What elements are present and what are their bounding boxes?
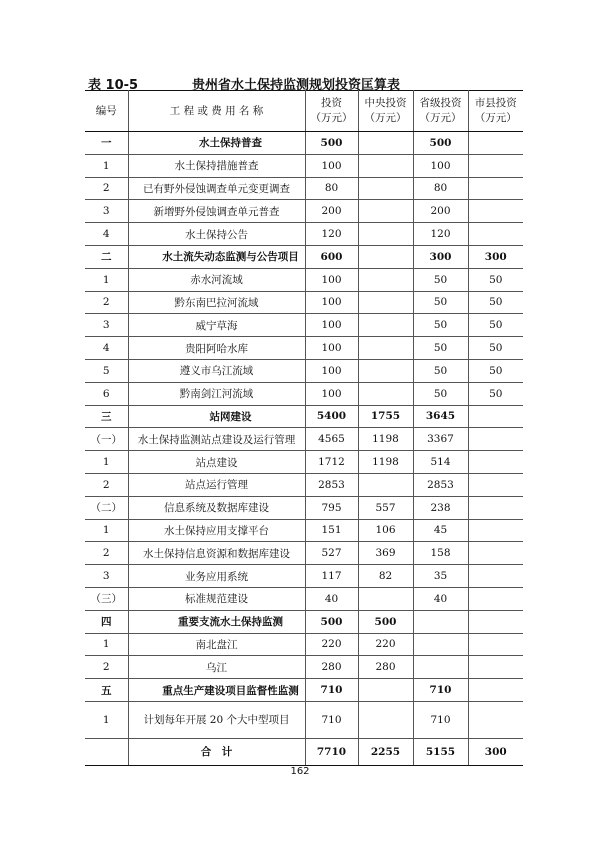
row-item-name: 重点生产建设项目监督性监测 bbox=[128, 679, 305, 702]
row-province-investment bbox=[413, 610, 468, 633]
row-city-investment bbox=[468, 428, 523, 451]
investment-table bbox=[85, 90, 523, 766]
row-investment: 1712 bbox=[305, 451, 358, 474]
row-central-investment bbox=[358, 245, 413, 268]
row-no: 6 bbox=[85, 382, 128, 405]
row-province-investment: 50 bbox=[413, 291, 468, 314]
row-investment: 500 bbox=[305, 132, 358, 155]
section-row bbox=[85, 132, 523, 155]
col-header-city: 市县投资 （万元） bbox=[468, 91, 523, 132]
row-central-investment: 280 bbox=[358, 656, 413, 679]
row-central-investment bbox=[358, 701, 413, 738]
row-item-name: 赤水河流域 bbox=[128, 268, 305, 291]
row-investment: 280 bbox=[305, 656, 358, 679]
row-investment: 200 bbox=[305, 200, 358, 223]
row-province-investment: 238 bbox=[413, 496, 468, 519]
row-no: 三 bbox=[85, 405, 128, 428]
row-central-investment bbox=[358, 679, 413, 702]
row-province-investment bbox=[413, 633, 468, 656]
row-item-name: 黔南剑江河流域 bbox=[128, 382, 305, 405]
row-investment: 100 bbox=[305, 337, 358, 360]
row-city-investment bbox=[468, 542, 523, 565]
table-row bbox=[85, 382, 523, 405]
table-row bbox=[85, 314, 523, 337]
row-central-investment bbox=[358, 314, 413, 337]
col-header-province: 省级投资 （万元） bbox=[413, 91, 468, 132]
row-central-investment bbox=[358, 154, 413, 177]
row-item-name: 水土流失动态监测与公告项目 bbox=[128, 245, 305, 268]
row-item-name: 站点建设 bbox=[128, 451, 305, 474]
row-province-investment: 40 bbox=[413, 587, 468, 610]
row-investment: 100 bbox=[305, 382, 358, 405]
row-item-name: 威宁草海 bbox=[128, 314, 305, 337]
total-label: 合 计 bbox=[128, 738, 305, 765]
row-no: 一 bbox=[85, 132, 128, 155]
row-no: 2 bbox=[85, 177, 128, 200]
row-city-investment: 50 bbox=[468, 314, 523, 337]
table-row bbox=[85, 177, 523, 200]
row-no: 1 bbox=[85, 633, 128, 656]
row-city-investment bbox=[468, 405, 523, 428]
row-no: 五 bbox=[85, 679, 128, 702]
table-row bbox=[85, 291, 523, 314]
row-city-investment bbox=[468, 679, 523, 702]
row-province-investment: 300 bbox=[413, 245, 468, 268]
row-city-investment bbox=[468, 587, 523, 610]
row-city-investment: 50 bbox=[468, 291, 523, 314]
row-item-name: 贵阳阿哈水库 bbox=[128, 337, 305, 360]
row-investment: 527 bbox=[305, 542, 358, 565]
row-province-investment: 80 bbox=[413, 177, 468, 200]
row-city-investment: 50 bbox=[468, 359, 523, 382]
row-city-investment: 300 bbox=[468, 245, 523, 268]
row-no: 2 bbox=[85, 656, 128, 679]
row-item-name: 水土保持普查 bbox=[128, 132, 305, 155]
row-province-investment: 514 bbox=[413, 451, 468, 474]
row-item-name: 南北盘江 bbox=[128, 633, 305, 656]
row-central-investment bbox=[358, 291, 413, 314]
row-no: 1 bbox=[85, 154, 128, 177]
table-row bbox=[85, 519, 523, 542]
table-row bbox=[85, 428, 523, 451]
row-no: 2 bbox=[85, 542, 128, 565]
row-investment: 40 bbox=[305, 587, 358, 610]
section-row bbox=[85, 245, 523, 268]
row-province-investment: 3367 bbox=[413, 428, 468, 451]
row-no: （一） bbox=[85, 428, 128, 451]
row-province-investment: 710 bbox=[413, 679, 468, 702]
row-no: 2 bbox=[85, 473, 128, 496]
row-city-investment bbox=[468, 496, 523, 519]
row-no: 4 bbox=[85, 337, 128, 360]
table-label: 表 10-5 bbox=[88, 78, 139, 93]
row-central-investment bbox=[358, 223, 413, 246]
col-header-total: 投资 （万元） bbox=[305, 91, 358, 132]
row-central-investment: 82 bbox=[358, 565, 413, 588]
table-row bbox=[85, 701, 523, 738]
row-central-investment: 1198 bbox=[358, 451, 413, 474]
row-no: （三） bbox=[85, 587, 128, 610]
row-province-investment: 500 bbox=[413, 132, 468, 155]
col-header-name: 工 程 或 费 用 名 称 bbox=[128, 91, 305, 132]
row-item-name: 信息系统及数据库建设 bbox=[128, 496, 305, 519]
row-city-investment bbox=[468, 473, 523, 496]
row-central-investment: 1755 bbox=[358, 405, 413, 428]
row-item-name: 站点运行管理 bbox=[128, 473, 305, 496]
row-city-investment bbox=[468, 633, 523, 656]
row-city-investment bbox=[468, 701, 523, 738]
row-investment: 710 bbox=[305, 701, 358, 738]
row-item-name: 水土保持应用支撑平台 bbox=[128, 519, 305, 542]
row-central-investment: 500 bbox=[358, 610, 413, 633]
row-investment: 100 bbox=[305, 268, 358, 291]
row-item-name: 水土保持信息资源和数据库建设 bbox=[128, 542, 305, 565]
row-item-name: 水土保持监测站点建设及运行管理 bbox=[128, 428, 305, 451]
row-item-name: 乌江 bbox=[128, 656, 305, 679]
row-no: 3 bbox=[85, 565, 128, 588]
page-number: 162 bbox=[290, 766, 310, 777]
total-province: 5155 bbox=[413, 738, 468, 765]
row-central-investment bbox=[358, 200, 413, 223]
row-investment: 100 bbox=[305, 291, 358, 314]
row-investment: 795 bbox=[305, 496, 358, 519]
row-investment: 100 bbox=[305, 154, 358, 177]
row-city-investment bbox=[468, 451, 523, 474]
row-item-name: 新增野外侵蚀调查单元普查 bbox=[128, 200, 305, 223]
row-no: 5 bbox=[85, 359, 128, 382]
row-province-investment: 120 bbox=[413, 223, 468, 246]
row-province-investment: 200 bbox=[413, 200, 468, 223]
table-row bbox=[85, 587, 523, 610]
row-city-investment: 50 bbox=[468, 382, 523, 405]
row-central-investment bbox=[358, 268, 413, 291]
table-row bbox=[85, 268, 523, 291]
row-investment: 4565 bbox=[305, 428, 358, 451]
row-province-investment: 3645 bbox=[413, 405, 468, 428]
row-province-investment: 50 bbox=[413, 382, 468, 405]
row-investment: 100 bbox=[305, 314, 358, 337]
row-no: 4 bbox=[85, 223, 128, 246]
total-city: 300 bbox=[468, 738, 523, 765]
total-investment: 7710 bbox=[305, 738, 358, 765]
table-header-row bbox=[85, 91, 523, 132]
row-no: 1 bbox=[85, 701, 128, 738]
total-central: 2255 bbox=[358, 738, 413, 765]
row-central-investment: 369 bbox=[358, 542, 413, 565]
row-central-investment: 220 bbox=[358, 633, 413, 656]
table-row bbox=[85, 542, 523, 565]
table-row bbox=[85, 223, 523, 246]
row-no: （二） bbox=[85, 496, 128, 519]
row-no: 二 bbox=[85, 245, 128, 268]
row-province-investment: 100 bbox=[413, 154, 468, 177]
row-city-investment: 50 bbox=[468, 337, 523, 360]
row-item-name: 遵义市乌江流域 bbox=[128, 359, 305, 382]
section-row bbox=[85, 405, 523, 428]
table-row bbox=[85, 656, 523, 679]
row-item-name: 黔东南巴拉河流域 bbox=[128, 291, 305, 314]
row-no: 1 bbox=[85, 519, 128, 542]
row-province-investment: 35 bbox=[413, 565, 468, 588]
row-item-name: 水土保持公告 bbox=[128, 223, 305, 246]
row-city-investment bbox=[468, 519, 523, 542]
row-item-name: 已有野外侵蚀调查单元变更调查 bbox=[128, 177, 305, 200]
section-row bbox=[85, 610, 523, 633]
row-no: 四 bbox=[85, 610, 128, 633]
row-city-investment bbox=[468, 610, 523, 633]
row-no: 3 bbox=[85, 314, 128, 337]
col-header-central: 中央投资 （万元） bbox=[358, 91, 413, 132]
table-row bbox=[85, 359, 523, 382]
table-row bbox=[85, 337, 523, 360]
row-central-investment: 557 bbox=[358, 496, 413, 519]
row-item-name: 站网建设 bbox=[128, 405, 305, 428]
row-central-investment bbox=[358, 337, 413, 360]
row-central-investment bbox=[358, 177, 413, 200]
row-province-investment: 50 bbox=[413, 268, 468, 291]
row-province-investment: 158 bbox=[413, 542, 468, 565]
row-province-investment: 50 bbox=[413, 359, 468, 382]
row-city-investment bbox=[468, 565, 523, 588]
row-city-investment bbox=[468, 223, 523, 246]
row-city-investment: 50 bbox=[468, 268, 523, 291]
row-investment: 80 bbox=[305, 177, 358, 200]
table-row bbox=[85, 154, 523, 177]
row-city-investment bbox=[468, 177, 523, 200]
row-central-investment bbox=[358, 359, 413, 382]
row-no: 2 bbox=[85, 291, 128, 314]
row-province-investment bbox=[413, 656, 468, 679]
row-city-investment bbox=[468, 656, 523, 679]
row-central-investment bbox=[358, 587, 413, 610]
row-province-investment: 2853 bbox=[413, 473, 468, 496]
row-city-investment bbox=[468, 154, 523, 177]
col-header-no: 编号 bbox=[85, 91, 128, 132]
row-no: 3 bbox=[85, 200, 128, 223]
row-no: 1 bbox=[85, 268, 128, 291]
table-row bbox=[85, 496, 523, 519]
row-central-investment: 1198 bbox=[358, 428, 413, 451]
row-province-investment: 50 bbox=[413, 314, 468, 337]
row-investment: 2853 bbox=[305, 473, 358, 496]
row-central-investment bbox=[358, 132, 413, 155]
row-city-investment bbox=[468, 200, 523, 223]
row-central-investment bbox=[358, 473, 413, 496]
row-item-name: 计划每年开展 20 个大中型项目 bbox=[128, 701, 305, 738]
row-investment: 151 bbox=[305, 519, 358, 542]
row-province-investment: 50 bbox=[413, 337, 468, 360]
row-no: 1 bbox=[85, 451, 128, 474]
row-investment: 100 bbox=[305, 359, 358, 382]
table-title: 贵州省水土保持监测规划投资匡算表 bbox=[192, 78, 401, 93]
section-row bbox=[85, 679, 523, 702]
row-investment: 120 bbox=[305, 223, 358, 246]
table-row bbox=[85, 633, 523, 656]
row-investment: 600 bbox=[305, 245, 358, 268]
row-item-name: 标准规范建设 bbox=[128, 587, 305, 610]
row-city-investment bbox=[468, 132, 523, 155]
row-investment: 710 bbox=[305, 679, 358, 702]
row-central-investment: 106 bbox=[358, 519, 413, 542]
row-item-name: 重要支流水土保持监测 bbox=[128, 610, 305, 633]
row-central-investment bbox=[358, 382, 413, 405]
table-row bbox=[85, 200, 523, 223]
row-investment: 5400 bbox=[305, 405, 358, 428]
row-investment: 117 bbox=[305, 565, 358, 588]
row-item-name: 水土保持措施普查 bbox=[128, 154, 305, 177]
row-item-name: 业务应用系统 bbox=[128, 565, 305, 588]
row-investment: 220 bbox=[305, 633, 358, 656]
table-row bbox=[85, 565, 523, 588]
table-row bbox=[85, 473, 523, 496]
row-province-investment: 45 bbox=[413, 519, 468, 542]
total-no bbox=[85, 738, 128, 765]
row-investment: 500 bbox=[305, 610, 358, 633]
table-row bbox=[85, 451, 523, 474]
row-province-investment: 710 bbox=[413, 701, 468, 738]
total-row bbox=[85, 738, 523, 765]
